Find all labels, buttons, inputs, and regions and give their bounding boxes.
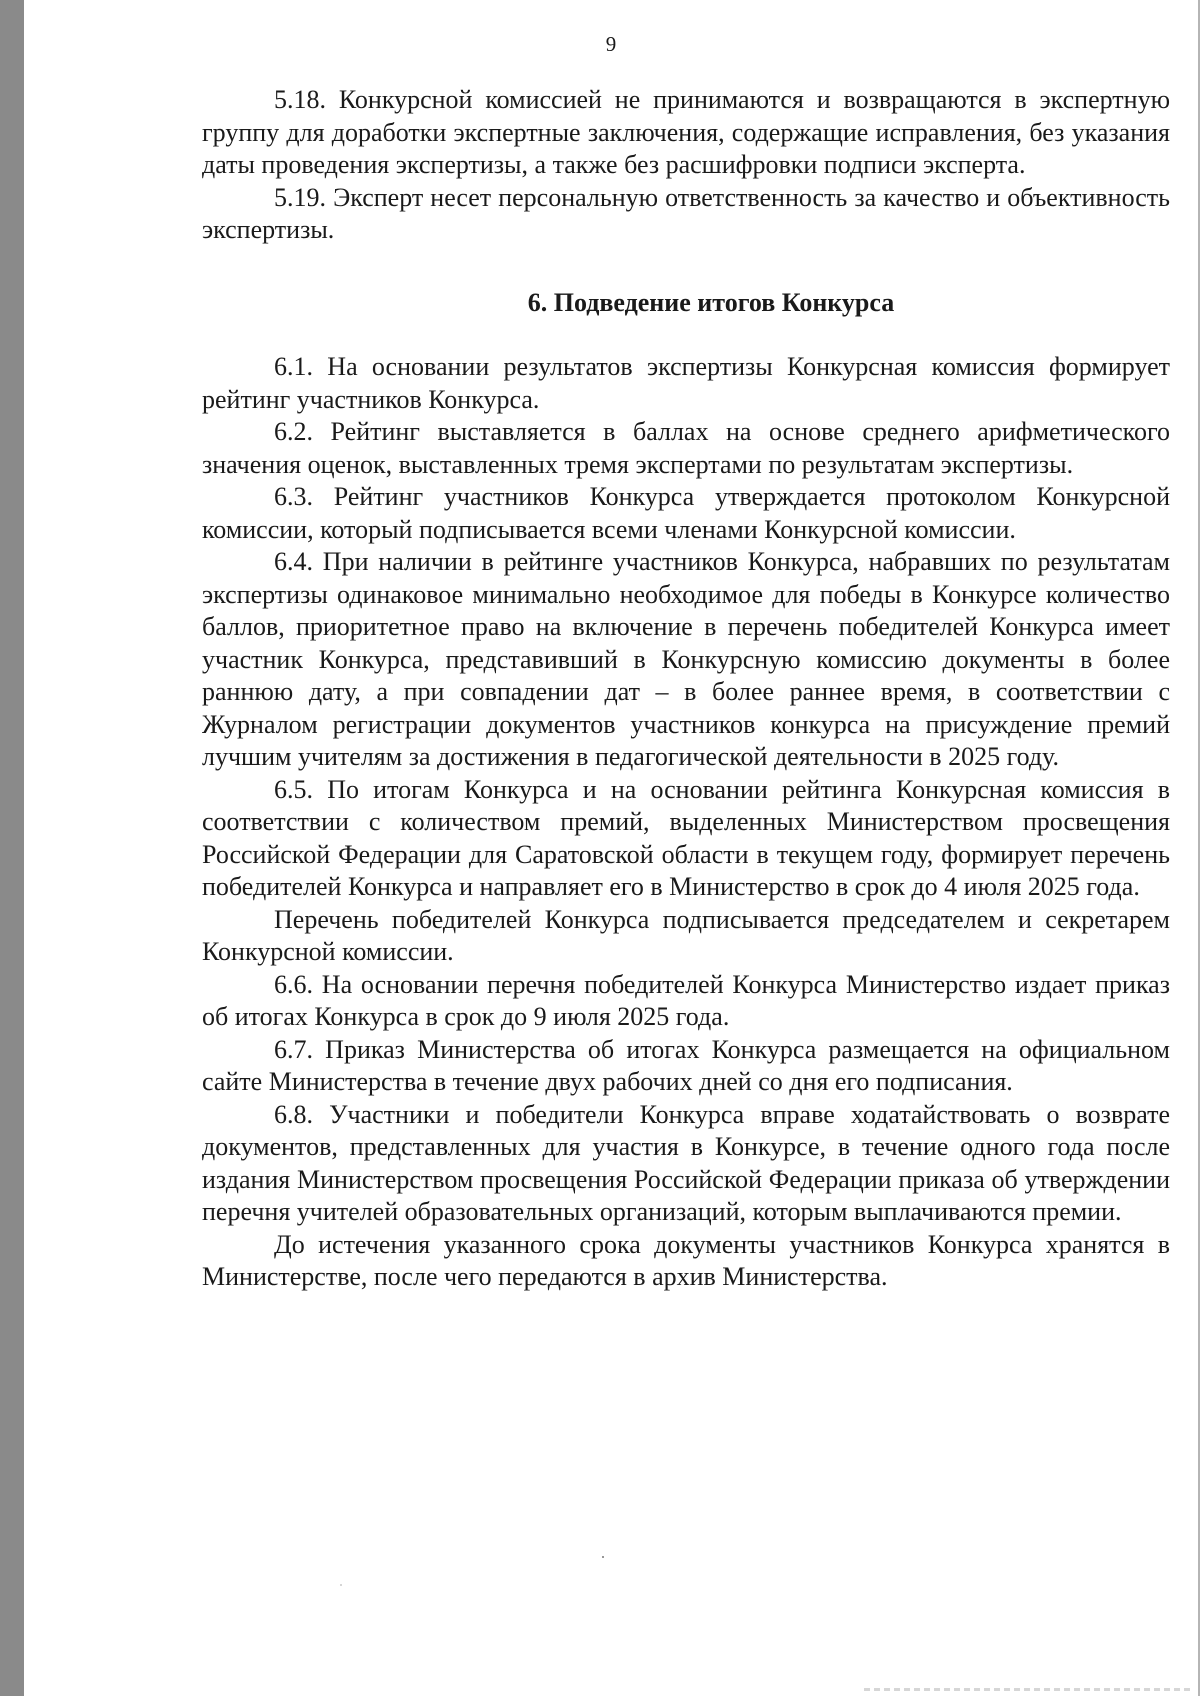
paragraph-6-1: 6.1. На основании результатов экспертизы Конкурсная комиссия формирует рейтинг участников Конкурса. <box>202 352 1170 414</box>
paragraph-6-4: 6.4. При наличии в рейтинге участников Конкурса, набравших по результатам экспертизы одинаковое минимально необходимое для победы в Конкурсе количество баллов, приоритетное право на включение в перечень победителей Конкурса имеет участник Конкурса, представивший в Конкурсную комиссию документы в более раннюю дату, а при совпадении дат – в более раннее время, в соответствии с Журналом регистрации документов участников конкурса на присуждение премий лучшим учителям за достижения в педагогической деятельности в 2025 году. <box>202 547 1170 771</box>
paragraph-6-7: 6.7. Приказ Министерства об итогах Конкурса размещается на официальном сайте Министерства в течение двух рабочих дней со дня его подписания. <box>202 1034 1170 1096</box>
paragraph-6-8-storage: До истечения указанного срока документы участников Конкурса хранятся в Министерстве, после чего передаются в архив Министерства. <box>202 1229 1170 1291</box>
paragraph-6-5: 6.5. По итогам Конкурса и на основании рейтинга Конкурсная комиссия в соответствии с количеством премий, выделенных Министерством просвещения Российской Федерации для Саратовской области в текущем году, формирует перечень победителей Конкурса и направляет его в Министерство в срок до 4 июля 2025 года. <box>202 774 1170 901</box>
paragraph-5-19: 5.19. Эксперт несет персональную ответственность за качество и объективность экспертизы. <box>202 182 1170 244</box>
paragraph-6-2: 6.2. Рейтинг выставляется в баллах на основе среднего арифметического значения оценок, выставленных тремя экспертами по результатам экспертизы. <box>202 417 1170 479</box>
scan-artifact <box>864 1688 1194 1691</box>
paragraph-6-6: 6.6. На основании перечня победителей Конкурса Министерство издает приказ об итогах Конкурса в срок до 9 июля 2025 года. <box>202 969 1170 1031</box>
paragraph-5-18: 5.18. Конкурсной комиссией не принимаются и возвращаются в экспертную группу для доработки экспертные заключения, содержащие исправления, без указания даты проведения экспертизы, а также без расшифровки подписи эксперта. <box>202 85 1170 179</box>
paragraph-6-5-signature: Перечень победителей Конкурса подписывается председателем и секретарем Конкурсной комиссии. <box>202 904 1170 966</box>
scan-speck <box>340 1584 342 1586</box>
section-title: 6. Подведение итогов Конкурса <box>527 287 895 317</box>
document-page <box>24 0 1198 1696</box>
page-number: 9 <box>605 32 617 56</box>
scan-speck <box>602 1556 604 1558</box>
paragraph-6-3: 6.3. Рейтинг участников Конкурса утверждается протоколом Конкурсной комиссии, который подписывается всеми членами Конкурсной комиссии. <box>202 482 1170 544</box>
document-body <box>202 84 1170 1294</box>
scan-left-edge <box>0 0 24 1696</box>
paragraph-6-8: 6.8. Участники и победители Конкурса вправе ходатайствовать о возврате документов, представленных для участия в Конкурсе, в течение одного года после издания Министерством просвещения Российской Федерации приказа об утверждении перечня учителей образовательных организаций, которым выплачиваются премии. <box>202 1099 1170 1226</box>
